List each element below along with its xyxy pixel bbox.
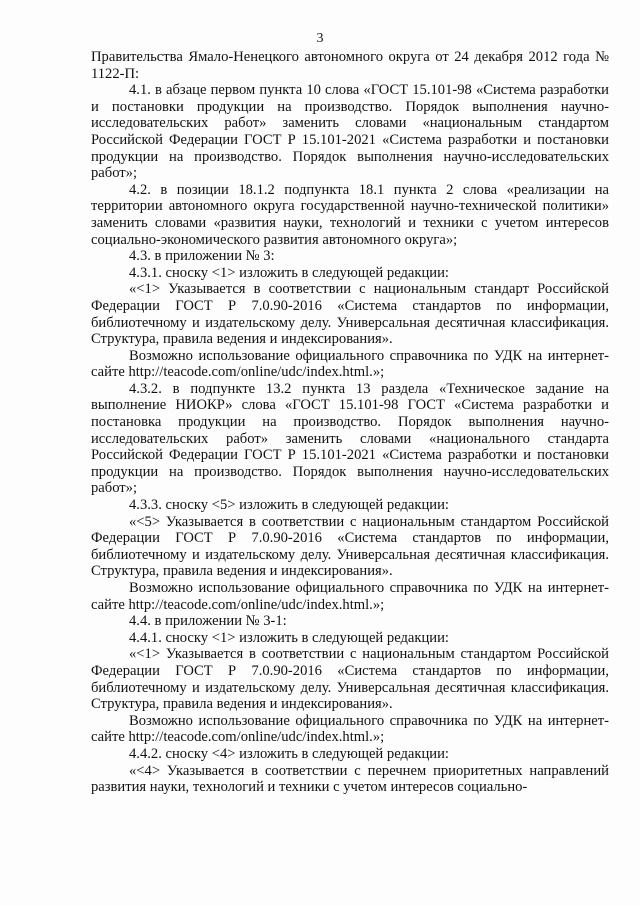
footnote-1-text: «<1> Указывается в соответствии с национальным стандарт Российской Федерации ГОСТ Р 7.0.90-2016 «Система стандартов по информации, библиотечному и издательскому делу. Универсальная десятичная классификация. Структура, правила ведения и индексирования». [91,281,609,348]
paragraph-4-4-2: 4.4.2. сноску <4> изложить в следующей редакции: [129,745,449,762]
paragraph-4-1: 4.1. в абзаце первом пункта 10 слова «ГОСТ 15.101-98 «Система разработки и постановки продукции на производство. Порядок выполнения научно-исследовательских работ» заменить словами «национальным стандартом Российской Федерации ГОСТ Р 15.101-2021 «Система разработки и постановки продукции на производство. Порядок выполнения научно-исследовательских работ»; [91,82,609,182]
footnote-5-text: «<5> Указывается в соответствии с национальным стандартом Российской Федерации ГОСТ Р 7.0.90-2016 «Система стандартов по информации, библиотечному и издательскому делу. Универсальная десятичная классификация. Структура, правила ведения и индексирования». [91,513,609,580]
paragraph-4-4: 4.4. в приложении № 3-1: [129,613,287,630]
paragraph-4-3-1: 4.3.1. сноску <1> изложить в следующей редакции: [129,264,449,281]
document-body [91,49,609,796]
paragraph-continuation: Правительства Ямало-Ненецкого автономного округа от 24 декабря 2012 года № 1122-П: [91,49,609,82]
footnote-1-text: «<1> Указывается в соответствии с национальным стандартом Российской Федерации ГОСТ Р 7.0.90-2016 «Система стандартов по информации, библиотечному и издательскому делу. Универсальная десятичная классификация. Структура, правила ведения и индексирования». [91,646,609,713]
udc-reference: Возможно использование официального справочника по УДК на интернет-сайте http://teacode.com/online/udc/index.html.»; [91,580,609,613]
paragraph-4-3-3: 4.3.3. сноску <5> изложить в следующей редакции: [129,497,449,514]
paragraph-4-3-2: 4.3.2. в подпункте 13.2 пункта 13 раздела «Техническое задание на выполнение НИОКР» слова «ГОСТ 15.101-98 ГОСТ «Система разработки и постановка продукции на производство. Порядок выполнения научно-исследовательских работ» заменить словами «национального стандарта Российской Федерации ГОСТ Р 15.101-2021 «Система разработки и постановки продукции на производство. Порядок выполнения научно-исследовательских работ»; [91,380,609,497]
paragraph-4-3: 4.3. в приложении № 3: [129,248,275,265]
footnote-4-text: «<4> Указывается в соответствии с перечнем приоритетных направлений развития науки, технологий и техники с учетом интересов социально- [91,762,609,796]
paragraph-4-4-1: 4.4.1. сноску <1> изложить в следующей редакции: [129,629,449,646]
page-number: 3 [316,31,324,46]
paragraph-4-2: 4.2. в позиции 18.1.2 подпункта 18.1 пункта 2 слова «реализации на территории автономного округа государственной научно-технической политики» заменить словами «развития науки, технологий и техники с учетом интересов социально-экономического развития автономного округа»; [91,181,609,248]
udc-reference: Возможно использование официального справочника по УДК на интернет-сайте http://teacode.com/online/udc/index.html.»; [91,712,609,746]
udc-reference: Возможно использование официального справочника по УДК на интернет-сайте http://teacode.com/online/udc/index.html.»; [91,347,609,381]
